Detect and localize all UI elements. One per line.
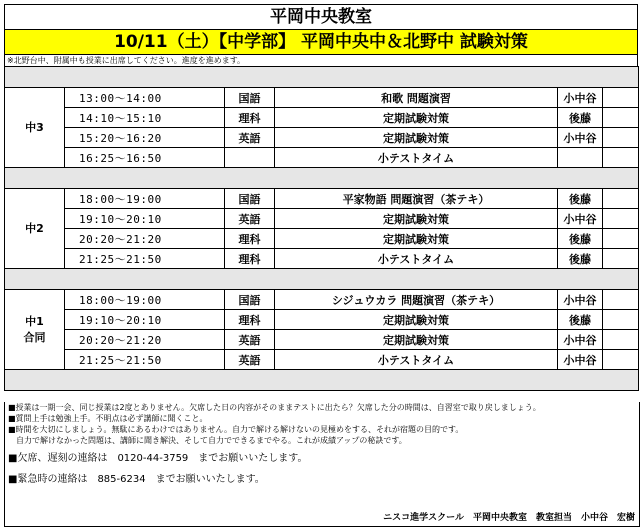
gap-cell — [5, 269, 639, 290]
grade-label-line: 中2 — [25, 221, 44, 235]
blank-cell — [603, 108, 639, 128]
teacher-cell: 後藤 — [558, 108, 603, 128]
table-row — [5, 209, 639, 229]
schedule-sheet — [4, 4, 638, 391]
subject-cell: 理科 — [225, 229, 275, 249]
gap-cell — [5, 370, 639, 391]
teacher-cell: 小中谷 — [558, 128, 603, 148]
subject-cell: 理科 — [225, 310, 275, 330]
blank-cell — [603, 330, 639, 350]
subject-cell: 英語 — [225, 330, 275, 350]
time-cell: 15:20〜16:20 — [65, 128, 225, 148]
grade-label-line: 中3 — [25, 120, 44, 134]
subject-cell: 理科 — [225, 249, 275, 269]
subject-cell — [225, 148, 275, 168]
table-row — [5, 350, 639, 370]
grade-label — [5, 290, 65, 370]
teacher-cell: 後藤 — [558, 249, 603, 269]
content-cell: 定期試験対策 — [275, 128, 558, 148]
grade-label — [5, 88, 65, 168]
schedule-table — [4, 66, 639, 391]
subject-cell: 英語 — [225, 209, 275, 229]
grade-label — [5, 189, 65, 269]
content-cell: 小テストタイム — [275, 350, 558, 370]
footer-line: ■時間を大切にしましょう。無駄にあるわけではありません。自力で解ける解けないの見極めをする、それが宿題の目的です。 — [8, 425, 464, 434]
content-cell: 定期試験対策 — [275, 209, 558, 229]
time-cell: 14:10〜15:10 — [65, 108, 225, 128]
subject-cell: 国語 — [225, 290, 275, 310]
table-row — [5, 229, 639, 249]
content-cell: 和歌 問題演習 — [275, 88, 558, 108]
time-cell: 19:10〜20:10 — [65, 209, 225, 229]
subject-cell: 英語 — [225, 128, 275, 148]
teacher-cell — [558, 148, 603, 168]
time-cell: 18:00〜19:00 — [65, 189, 225, 209]
table-row — [5, 88, 639, 108]
school-title: 平岡中央教室 — [4, 4, 638, 30]
table-row — [5, 128, 639, 148]
teacher-cell: 小中谷 — [558, 88, 603, 108]
table-row — [5, 148, 639, 168]
time-cell: 18:00〜19:00 — [65, 290, 225, 310]
content-cell: 定期試験対策 — [275, 330, 558, 350]
time-cell: 20:20〜21:20 — [65, 330, 225, 350]
content-cell: 小テストタイム — [275, 148, 558, 168]
contact-absence: ■欠席、遅刻の連絡は 0120-44-3759 までお願いいたします。 — [8, 453, 308, 464]
time-cell: 21:25〜21:50 — [65, 249, 225, 269]
footer-line: ■質問上手は勉強上手。不明点は必ず講師に聞くこと。 — [8, 414, 208, 423]
gap-cell — [5, 168, 639, 189]
time-cell: 21:25〜21:50 — [65, 350, 225, 370]
teacher-cell: 小中谷 — [558, 350, 603, 370]
subject-cell: 国語 — [225, 88, 275, 108]
teacher-cell: 小中谷 — [558, 290, 603, 310]
table-row — [5, 249, 639, 269]
gap-row — [5, 269, 639, 290]
blank-cell — [603, 229, 639, 249]
contact-emergency: ■緊急時の連絡は 885-6234 までお願いいたします。 — [8, 474, 265, 485]
notice-text: ※北野台中、附属中も授業に出席してください。進度を進めます。 — [4, 55, 638, 66]
footer-line: ■授業は一期一会、同じ授業は2度とありません。欠席した日の内容がそのままテストに出たら？欠席した分の時間は、自習室で取り戻しましょう。 — [8, 403, 541, 412]
banner-text: 10/11（土）【中学部】 平岡中央中＆北野中 試験対策 — [114, 32, 528, 52]
blank-cell — [603, 290, 639, 310]
time-cell: 19:10〜20:10 — [65, 310, 225, 330]
blank-cell — [603, 350, 639, 370]
content-cell: 定期試験対策 — [275, 108, 558, 128]
footer-notes — [4, 402, 640, 527]
table-row — [5, 310, 639, 330]
gap-row — [5, 67, 639, 88]
content-cell: 定期試験対策 — [275, 229, 558, 249]
blank-cell — [603, 189, 639, 209]
table-row — [5, 108, 639, 128]
schedule-banner — [4, 30, 638, 55]
gap-cell — [5, 67, 639, 88]
content-cell: 平家物語 問題演習（茶テキ） — [275, 189, 558, 209]
gap-row — [5, 370, 639, 391]
content-cell: シジュウカラ 問題演習（茶テキ） — [275, 290, 558, 310]
teacher-cell: 後藤 — [558, 189, 603, 209]
content-cell: 定期試験対策 — [275, 310, 558, 330]
gap-row — [5, 168, 639, 189]
blank-cell — [603, 88, 639, 108]
teacher-cell: 後藤 — [558, 310, 603, 330]
teacher-cell: 小中谷 — [558, 330, 603, 350]
subject-cell: 理科 — [225, 108, 275, 128]
signature: ニスコ進学スクール 平岡中央教室 教室担当 小中谷 宏樹 — [383, 513, 635, 523]
table-row — [5, 330, 639, 350]
grade-label-line: 中1 — [25, 314, 44, 328]
table-row — [5, 189, 639, 209]
blank-cell — [603, 148, 639, 168]
content-cell: 小テストタイム — [275, 249, 558, 269]
time-cell: 20:20〜21:20 — [65, 229, 225, 249]
time-cell: 13:00〜14:00 — [65, 88, 225, 108]
grade-label-line: 合同 — [23, 330, 46, 344]
table-row — [5, 290, 639, 310]
subject-cell: 国語 — [225, 189, 275, 209]
footer-line: 自力で解けなかった問題は、講師に聞き解決、そして自力でできるまでやる。これが成績アップの秘訣です。 — [8, 436, 407, 445]
blank-cell — [603, 128, 639, 148]
teacher-cell: 小中谷 — [558, 209, 603, 229]
time-cell: 16:25〜16:50 — [65, 148, 225, 168]
teacher-cell: 後藤 — [558, 229, 603, 249]
blank-cell — [603, 249, 639, 269]
blank-cell — [603, 310, 639, 330]
schedule-body — [5, 67, 639, 391]
blank-cell — [603, 209, 639, 229]
subject-cell: 英語 — [225, 350, 275, 370]
